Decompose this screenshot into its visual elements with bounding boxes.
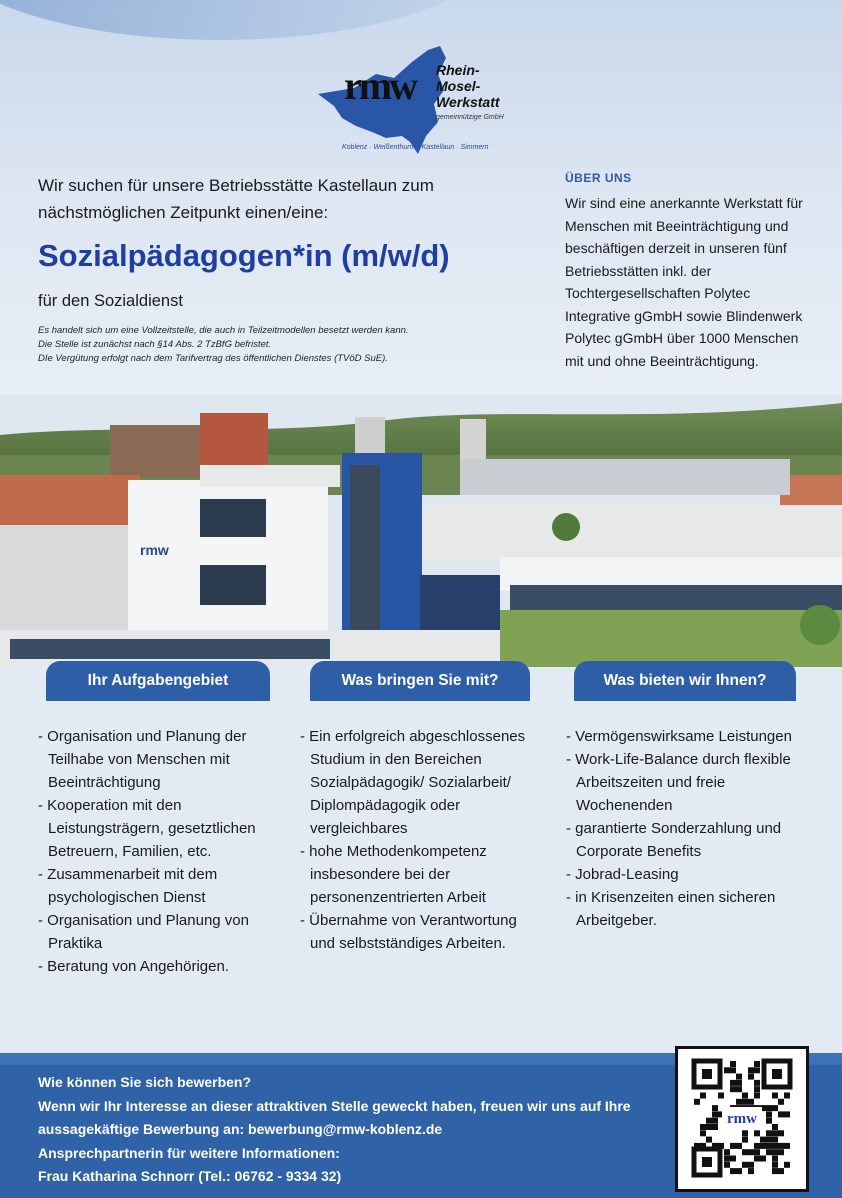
list-item: - Work-Life-Balance durch flexible Arbeitszeiten und freie Wochenenden [566,751,791,814]
tasks-list [38,725,278,978]
qr-module [730,1086,736,1092]
qr-module [700,1093,706,1099]
details-section [0,667,842,1053]
list-item: - Kooperation mit den Leistungsträgern, gesetztlichen Betreuern, Familien, etc. [38,797,256,860]
svg-text:rmw: rmw [140,542,169,558]
requirements-list [300,725,540,955]
qr-module [760,1156,766,1162]
about-heading: ÜBER UNS [565,171,632,185]
qr-module [742,1130,748,1136]
list-item: - Organisation und Planung von Praktika [38,912,249,952]
qr-module [748,1168,754,1174]
qr-module [766,1111,772,1117]
list-item: - Organisation und Planung der Teilhabe von Menschen mit Beeinträchtigung [38,728,247,791]
building-photo [0,395,842,667]
qr-module [754,1080,760,1086]
qr-module [772,1130,778,1136]
logo-legal-form: gemeinnützige GmbH [436,114,504,121]
qr-module [742,1162,748,1168]
requirements-heading: Was bringen Sie mit? [310,661,530,701]
qr-module [736,1074,742,1080]
qr-module [730,1067,736,1073]
list-item: - Vermögenswirksame Leistungen [566,728,792,745]
qr-module [766,1105,772,1111]
department: für den Sozialdienst [38,292,183,310]
qr-module [778,1168,784,1174]
qr-module [748,1074,754,1080]
qr-module [754,1086,760,1092]
qr-module [730,1061,736,1067]
qr-module [736,1099,742,1105]
qr-module [742,1093,748,1099]
qr-center-logo: rmw [727,1111,757,1127]
qr-module [748,1149,754,1155]
qr-module [772,1105,778,1111]
qr-module [760,1137,766,1143]
qr-module [712,1124,718,1130]
qr-module [712,1111,718,1117]
qr-module [742,1099,748,1105]
qr-module [736,1168,742,1174]
qr-module [730,1143,736,1149]
qr-module [778,1099,784,1105]
intro-text: Wir suchen für unsere Betriebsstätte Kastellaun zum nächstmöglichen Zeitpunkt einen/eine: [38,176,434,222]
qr-module [772,1162,778,1168]
qr-module [754,1093,760,1099]
contact-person: Frau Katharina Schnorr (Tel.: 06762 - 9334 32) [38,1168,342,1184]
qr-module [772,1149,778,1155]
qr-module [766,1118,772,1124]
qr-module [754,1149,760,1155]
qr-module [772,1093,778,1099]
list-item: - Übernahme von Verantwortung und selbstständiges Arbeiten. [300,912,517,952]
tasks-heading: Ihr Aufgabengebiet [46,661,270,701]
qr-module [754,1130,760,1136]
qr-module [772,1124,778,1130]
note-line: Es handelt sich um eine Vollzeitstelle, die auch in Teilzeitmodellen besetzt werden kann. [38,325,409,336]
qr-module [730,1168,736,1174]
logo-mark: rmw [344,63,415,108]
qr-module [754,1143,760,1149]
job-title: Sozialpädagogen*in (m/w/d) [38,238,450,273]
company-logo [316,44,530,156]
contact-label: Ansprechpartnerin für weitere Informationen: [38,1144,340,1161]
qr-module [730,1156,736,1162]
qr-module [736,1080,742,1086]
qr-module [724,1156,730,1162]
how-to-apply: Wie können Sie sich bewerben? [38,1074,252,1090]
about-text: Wir sind eine anerkannte Werkstatt für Menschen mit Beeinträchtigung und beschäftigen derzeit in unseren fünf Betriebsstätten inkl. der Tochtergesellschaften Polytec Integrative gGmbH sowie Blindenwerk Polytec gGmbH über 1000 Menschen mit und ohne Beeinträchtigung. [565,195,803,369]
qr-module [706,1137,712,1143]
qr-module [766,1149,772,1155]
note-line: Die Stelle ist zunächst nach §14 Abs. 2 TzBfG befristet. [38,339,272,350]
qr-module [766,1143,772,1149]
benefits-heading: Was bieten wir Ihnen? [574,661,796,701]
qr-module [778,1149,784,1155]
qr-module [724,1149,730,1155]
note-line: DIe Vergütung erfolgt nach dem Tarifvertrag des öffentlichen Dienstes (TVöD SuE). [38,353,388,364]
qr-module [772,1156,778,1162]
qr-code[interactable] [675,1046,809,1192]
application-info [38,1071,678,1189]
employment-notes [38,324,518,366]
qr-module [766,1137,772,1143]
qr-module [772,1143,778,1149]
qr-module [736,1086,742,1092]
qr-module [748,1162,754,1168]
qr-module [754,1156,760,1162]
qr-module [748,1099,754,1105]
list-item: - Ein erfolgreich abgeschlossenes Studium in den Bereichen Sozialpädagogik/ Sozialarbeit/ Diplompädagogik oder vergleichbares [300,728,526,837]
qr-module [754,1061,760,1067]
logo-name: Rhein- Mosel- Werkstatt [436,62,500,110]
qr-module [718,1093,724,1099]
qr-module [724,1162,730,1168]
qr-module [700,1130,706,1136]
qr-module [700,1124,706,1130]
qr-module [778,1130,784,1136]
qr-module [784,1111,790,1117]
qr-module [784,1093,790,1099]
qr-module [742,1137,748,1143]
qr-module [784,1143,790,1149]
qr-module [772,1168,778,1174]
application-email-text: Wenn wir Ihr Interesse an dieser attraktiven Stelle geweckt haben, freuen wir uns auf Ihre aussagekäftige Bewerbung an: bewerbung@rmw-koblenz.de [38,1097,631,1137]
list-item: - Zusammenarbeit mit dem psychologischen Dienst [38,866,218,906]
qr-module [724,1067,730,1073]
qr-module [694,1099,700,1105]
qr-module [748,1067,754,1073]
benefits-list [566,725,806,932]
qr-module [772,1137,778,1143]
qr-module [736,1143,742,1149]
qr-module [730,1080,736,1086]
list-item: - in Krisenzeiten einen sicheren Arbeitgeber. [566,889,776,929]
qr-module [784,1162,790,1168]
qr-module [712,1118,718,1124]
qr-module [778,1111,784,1117]
qr-module [706,1118,712,1124]
qr-module [742,1149,748,1155]
qr-module [778,1143,784,1149]
qr-module [754,1067,760,1073]
application-footer [0,1053,842,1198]
qr-module [712,1105,718,1111]
list-item: - Jobrad-Leasing [566,866,679,883]
list-item: - hohe Methodenkompetenz insbesondere bei der personenzentrierten Arbeit [300,843,487,906]
qr-module [766,1130,772,1136]
list-item: - Beratung von Angehörigen. [38,958,229,975]
list-item: - garantierte Sonderzahlung und Corporate Benefits [566,820,782,860]
qr-module [760,1143,766,1149]
qr-module [706,1124,712,1130]
logo-locations: Koblenz · Weißenthurm · Kastellaun · Simmern [342,144,489,151]
